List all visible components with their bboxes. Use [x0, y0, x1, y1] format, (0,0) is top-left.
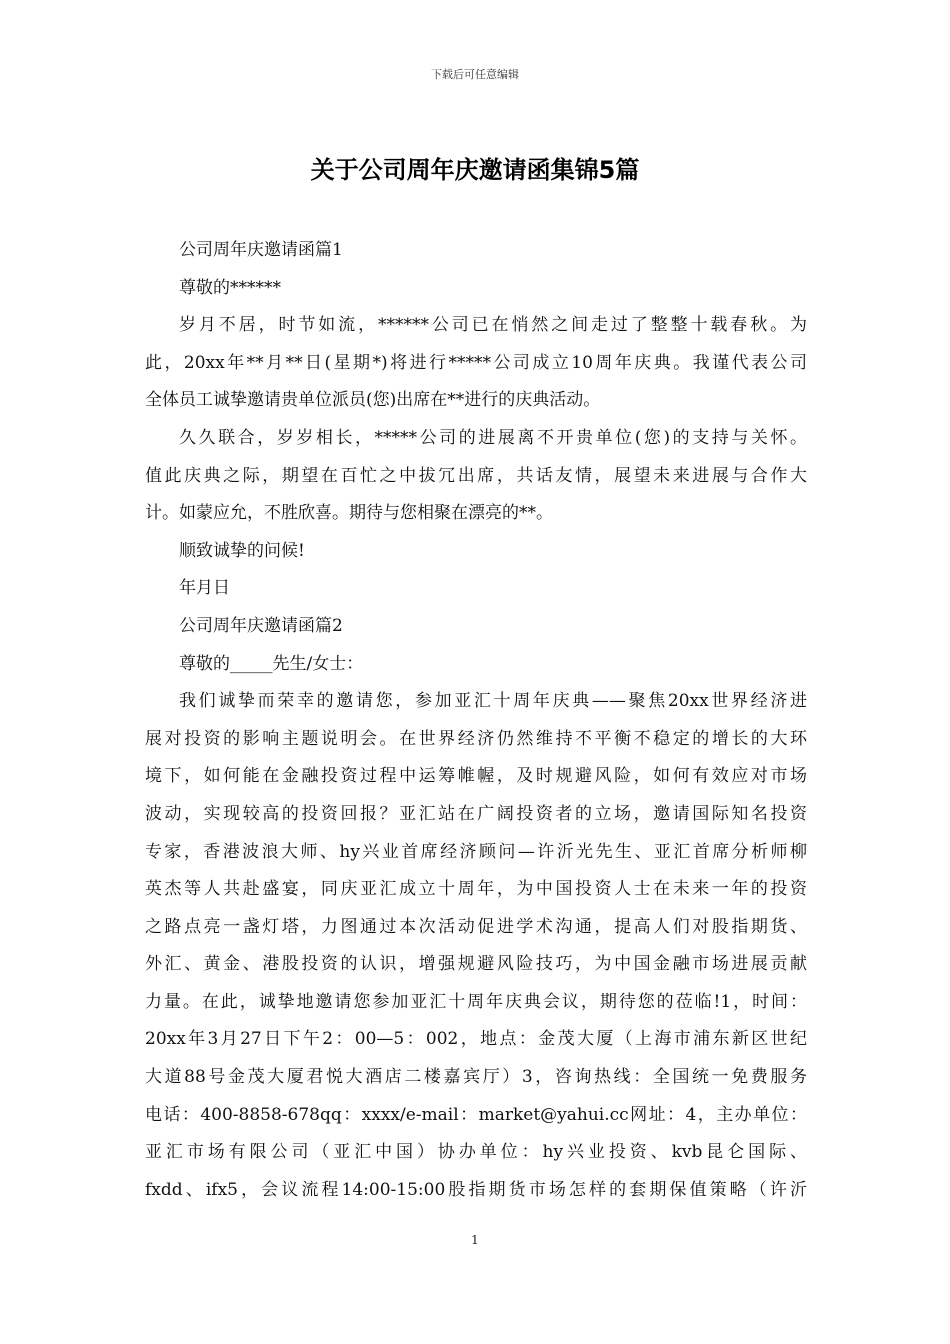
document-body: [145, 232, 807, 1209]
page-number: 1: [471, 1233, 479, 1247]
text-line: 20xx年3月27日下午2：00—5：002，地点：金茂大厦（上海市浦东新区世纪: [145, 1029, 807, 1050]
text-line: 展对投资的影响主题说明会。在世界经济仍然维持不平衡不稳定的增长的大环: [145, 728, 807, 749]
text-line: 亚汇市场有限公司（亚汇中国）协办单位：hy兴业投资、kvb昆仑国际、: [145, 1142, 807, 1163]
text-line: 境下，如何能在金融投资过程中运筹帷幄，及时规避风险，如何有效应对市场: [145, 766, 807, 787]
text-line: 尊敬的_____先生/女士：: [179, 653, 364, 674]
text-line: 外汇、黄金、港股投资的认识，增强规避风险技巧，为中国金融市场进展贡献: [145, 954, 807, 975]
text-line: 尊敬的******: [179, 277, 281, 298]
text-line: 电话：400-8858-678qq：xxxx/e-mail：market@yahui.cc网址：4，主办单位：: [145, 1104, 807, 1125]
text-line: 大道88号金茂大厦君悦大酒店二楼嘉宾厅）3，咨询热线：全国统一免费服务: [145, 1067, 807, 1088]
text-line: 公司周年庆邀请函篇1: [179, 240, 343, 260]
text-line: 岁月不居，时节如流，******公司已在悄然之间走过了整整十载春秋。为: [179, 315, 807, 336]
text-line: 我们诚挚而荣幸的邀请您，参加亚汇十周年庆典——聚焦20xx世界经济进: [179, 691, 807, 712]
text-line: 专家，香港波浪大师、hy兴业首席经济顾问—许沂光先生、亚汇首席分析师柳: [145, 841, 807, 862]
text-line: 公司周年庆邀请函篇2: [179, 615, 343, 636]
text-line: 之路点亮一盏灯塔，力图通过本次活动促进学术沟通，提高人们对股指期货、: [145, 916, 807, 937]
text-line: 波动，实现较高的投资回报？亚汇站在广阔投资者的立场，邀请国际知名投资: [145, 803, 807, 824]
text-line: 此，20xx年**月**日(星期*)将进行*****公司成立10周年庆典。我谨代表公司: [145, 352, 807, 373]
document-title: 关于公司周年庆邀请函集锦5篇: [310, 156, 640, 184]
text-line: 计。如蒙应允，不胜欣喜。期待与您相聚在漂亮的**。: [145, 503, 553, 524]
text-line: 力量。在此，诚挚地邀请您参加亚汇十周年庆典会议，期待您的莅临!1，时间：: [145, 991, 807, 1012]
text-line: fxdd、ifx5，会议流程14:00-15:00股指期货市场怎样的套期保值策略（许沂: [145, 1179, 807, 1200]
text-line: 久久联合，岁岁相长，*****公司的进展离不开贵单位(您)的支持与关怀。: [179, 427, 807, 448]
text-line: 值此庆典之际，期望在百忙之中拔冗出席，共话友情，展望未来进展与合作大: [145, 465, 807, 486]
text-line: 顺致诚挚的问候!: [179, 540, 305, 561]
text-line: 全体员工诚挚邀请贵单位派员(您)出席在**进行的庆典活动。: [145, 390, 601, 411]
text-line: 英杰等人共赴盛宴，同庆亚汇成立十周年，为中国投资人士在未来一年的投资: [145, 879, 807, 900]
header-note: 下载后可任意编辑: [431, 68, 519, 81]
text-line: 年月日: [179, 578, 230, 599]
